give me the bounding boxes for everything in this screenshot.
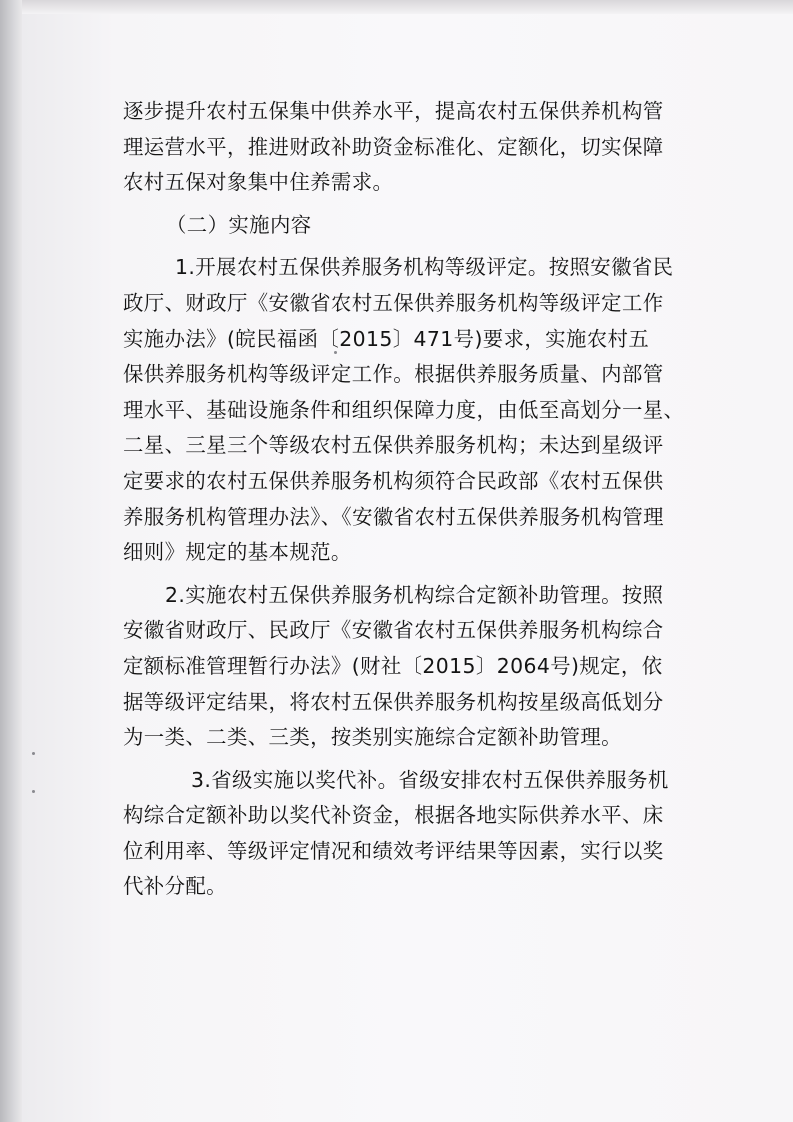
- paragraph-line: 逐步提升农村五保集中供养水平，提高农村五保供养机构管: [123, 99, 664, 123]
- paragraph-line: 安徽省财政厅、民政厅《安徽省农村五保供养服务机构综合: [123, 618, 664, 643]
- paragraph-line: 定额标准管理暂行办法》(财社〔2015〕2064号)规定，依: [123, 653, 663, 678]
- paragraph-line: 1.开展农村五保供养服务机构等级评定。按照安徽省民: [175, 255, 674, 280]
- scan-speck: [32, 752, 35, 755]
- scan-speck: [32, 790, 35, 793]
- paragraph-line: 据等级评定结果，将农村五保供养服务机构按星级高低划分: [123, 689, 664, 714]
- paragraph-line: 农村五保对象集中住养需求。: [123, 170, 394, 195]
- paragraph-line: 代补分配。: [123, 874, 227, 899]
- paragraph-line: 位利用率、等级评定情况和绩效考评结果等因素，实行以奖: [123, 838, 664, 863]
- paragraph-line: 理运营水平，推进财政补助资金标准化、定额化，切实保障: [123, 134, 664, 159]
- scan-shadow-left: [0, 0, 22, 1122]
- paragraph-line: 构综合定额补助以奖代补资金，根据各地实际供养水平、床: [123, 803, 664, 828]
- paragraph-line: 3.省级实施以奖代补。省级安排农村五保供养服务机: [191, 767, 669, 792]
- paragraph-line: 养服务机构管理办法》、《安徽省农村五保供养服务机构管理: [123, 504, 664, 529]
- paragraph-line: 二星、三星三个等级农村五保供养服务机构；未达到星级评: [123, 433, 664, 458]
- paragraph-line: 政厅、财政厅《安徽省农村五保供养服务机构等级评定工作: [123, 290, 664, 315]
- paragraph-line: 细则》规定的基本规范。: [123, 540, 352, 565]
- paragraph-line: 2.实施农村五保供养服务机构综合定额补助管理。按照: [165, 582, 664, 607]
- section-heading: （二）实施内容: [166, 212, 312, 237]
- paragraph-line: 保供养服务机构等级评定工作。根据供养服务质量、内部管: [123, 362, 664, 387]
- paragraph-line: 实施办法》(皖民福函〔2015〕471号)要求，实施农村五: [123, 326, 650, 351]
- scan-top-edge: [22, 0, 793, 14]
- document-page: [22, 0, 793, 1122]
- paragraph-line: 定要求的农村五保供养服务机构须符合民政部《农村五保供: [123, 468, 664, 493]
- paragraph-line: 为一类、二类、三类，按类别实施综合定额补助管理。: [123, 725, 622, 750]
- paragraph-line: 理水平、基础设施条件和组织保障力度，由低至高划分一星、: [123, 397, 685, 422]
- document-body: [123, 94, 683, 905]
